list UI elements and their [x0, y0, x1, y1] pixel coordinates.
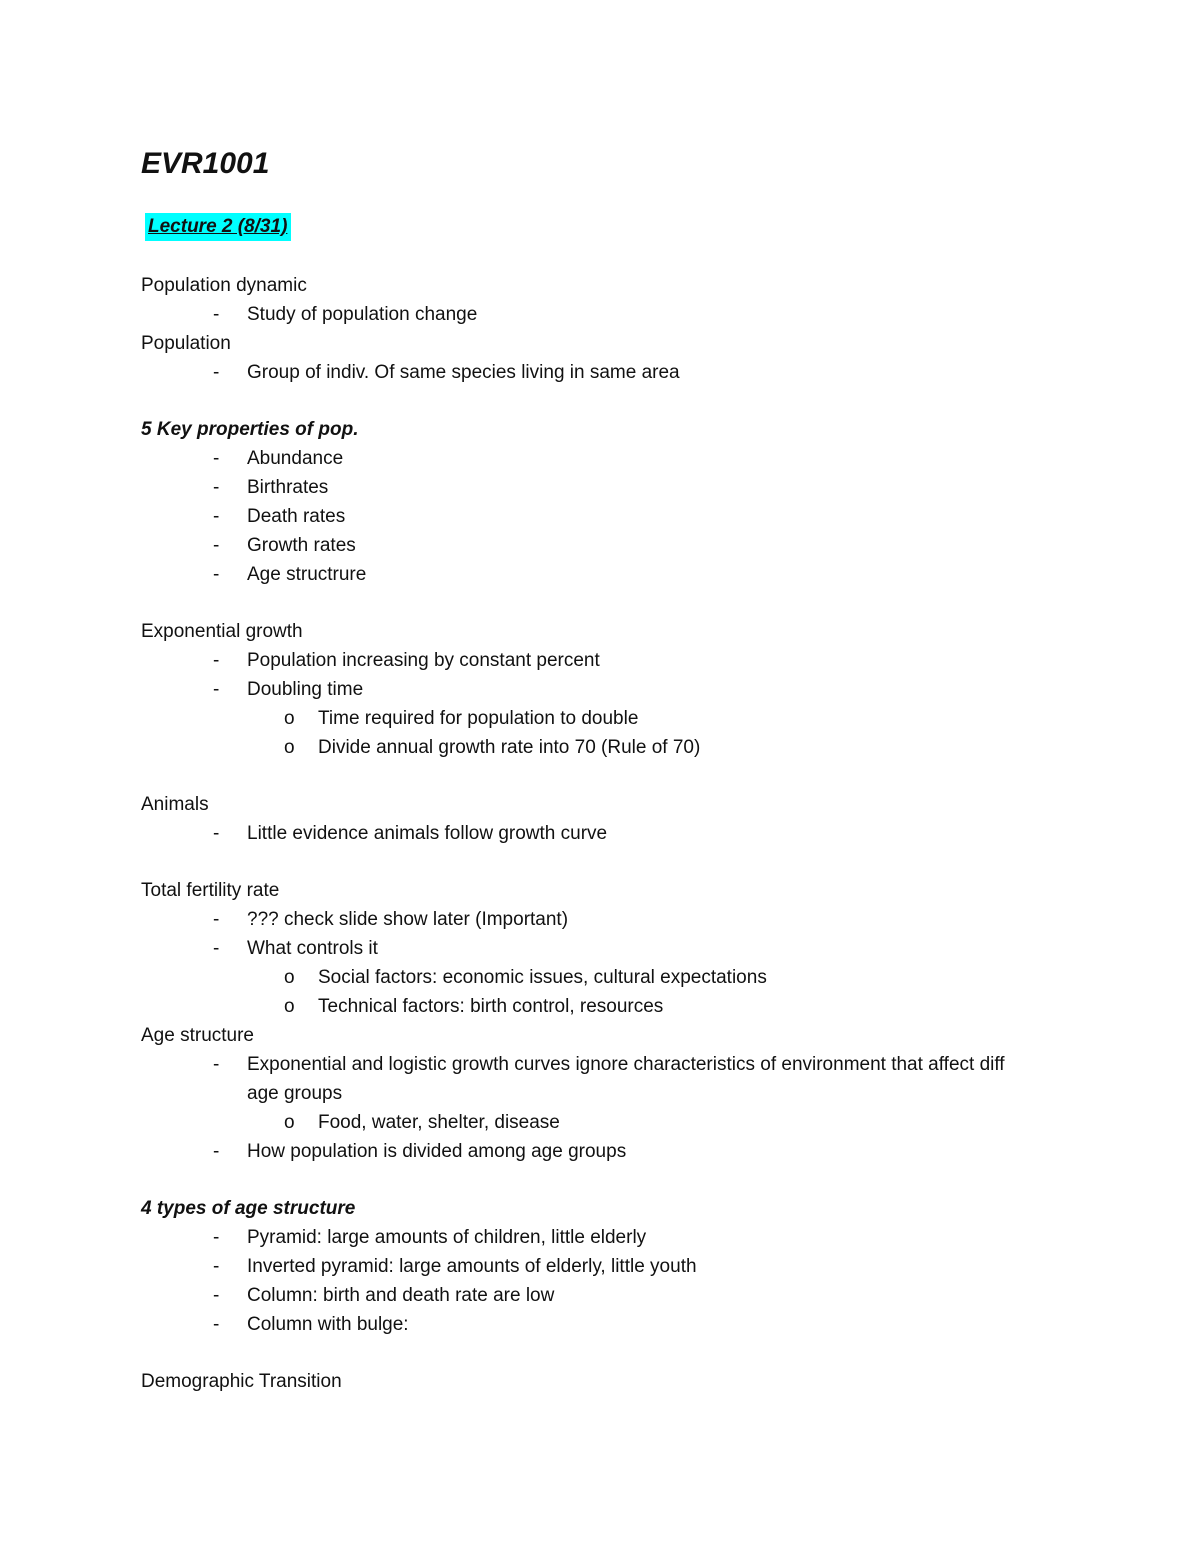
circle-bullet: o	[284, 708, 295, 729]
list-item-text: Pyramid: large amounts of children, little elderly	[247, 1227, 647, 1248]
list-item	[141, 1252, 1101, 1281]
dash-bullet: -	[213, 1285, 220, 1306]
list-item-text: Study of population change	[247, 304, 478, 325]
list-item	[141, 300, 1101, 329]
list-item-text: Birthrates	[247, 477, 329, 498]
dash-bullet: -	[213, 304, 220, 325]
list-item	[141, 560, 1101, 589]
list-item-text: Population increasing by constant percent	[247, 650, 600, 671]
section-heading: 4 types of age structure	[141, 1198, 356, 1219]
sub-list-item	[141, 1108, 1101, 1137]
blank-line	[141, 1166, 1101, 1194]
list-item	[141, 444, 1101, 473]
sub-list-item-text: Time required for population to double	[318, 708, 639, 729]
dash-bullet: -	[213, 679, 220, 700]
section-heading: Population	[141, 333, 231, 354]
dash-bullet: -	[213, 1314, 220, 1335]
list-item-text: Little evidence animals follow growth curve	[247, 823, 608, 844]
list-item-text: Column: birth and death rate are low	[247, 1285, 555, 1306]
list-item	[141, 905, 1101, 934]
dash-bullet: -	[213, 448, 220, 469]
sub-list-item-text: Divide annual growth rate into 70 (Rule of 70)	[318, 737, 701, 758]
list-item	[141, 473, 1101, 502]
list-item	[141, 1137, 1101, 1166]
dash-bullet: -	[213, 564, 220, 585]
list-item	[141, 646, 1101, 675]
dash-bullet: -	[213, 823, 220, 844]
circle-bullet: o	[284, 737, 295, 758]
circle-bullet: o	[284, 967, 295, 988]
list-item-text: Death rates	[247, 506, 346, 527]
list-item-text: Group of indiv. Of same species living in same area	[247, 362, 680, 383]
section-heading: Exponential growth	[141, 621, 303, 642]
blank-line	[141, 1339, 1101, 1367]
dash-bullet: -	[213, 938, 220, 959]
dash-bullet: -	[213, 1141, 220, 1162]
list-item	[141, 934, 1101, 963]
sub-list-item	[141, 704, 1101, 733]
section-heading: Age structure	[141, 1025, 254, 1046]
blank-line	[141, 848, 1101, 876]
list-item	[141, 531, 1101, 560]
section-heading: Population dynamic	[141, 275, 307, 296]
blank-line	[141, 762, 1101, 790]
dash-bullet: -	[213, 535, 220, 556]
sub-list-item-text: Technical factors: birth control, resources	[318, 996, 664, 1017]
list-item	[141, 1050, 1037, 1108]
list-item	[141, 819, 1101, 848]
list-item-text: How population is divided among age groups	[247, 1141, 627, 1162]
list-item-text: Column with bulge:	[247, 1314, 409, 1335]
circle-bullet: o	[284, 1112, 295, 1133]
list-item	[141, 1281, 1101, 1310]
list-item-text: Abundance	[247, 448, 344, 469]
list-item	[141, 1223, 1101, 1252]
list-item	[141, 675, 1101, 704]
dash-bullet: -	[213, 1054, 220, 1075]
list-item	[141, 502, 1101, 531]
sub-list-item	[141, 733, 1101, 762]
section-heading: Total fertility rate	[141, 880, 280, 901]
sub-list-item-text: Food, water, shelter, disease	[318, 1112, 560, 1133]
list-item-text: Inverted pyramid: large amounts of elderly, little youth	[247, 1256, 697, 1277]
list-item-text: What controls it	[247, 938, 378, 959]
lecture-heading: Lecture 2 (8/31)	[145, 213, 291, 241]
section-heading: Animals	[141, 794, 209, 815]
list-item-text: Exponential and logistic growth curves ignore characteristics of environment that affect diff age groups	[247, 1054, 1005, 1104]
sub-list-item	[141, 992, 1101, 1021]
dash-bullet: -	[213, 1227, 220, 1248]
list-item-text: Age structrure	[247, 564, 367, 585]
dash-bullet: -	[213, 477, 220, 498]
list-item	[141, 358, 1101, 387]
notes-body	[141, 271, 1101, 1396]
blank-line	[141, 589, 1101, 617]
sub-list-item-text: Social factors: economic issues, cultural expectations	[318, 967, 767, 988]
list-item-text: Growth rates	[247, 535, 356, 556]
list-item-text: Doubling time	[247, 679, 364, 700]
list-item-text: ??? check slide show later (Important)	[247, 909, 569, 930]
dash-bullet: -	[213, 362, 220, 383]
list-item	[141, 1310, 1101, 1339]
circle-bullet: o	[284, 996, 295, 1017]
dash-bullet: -	[213, 1256, 220, 1277]
blank-line	[141, 387, 1101, 415]
sub-list-item	[141, 963, 1101, 992]
document-page	[141, 0, 1101, 1553]
section-heading: 5 Key properties of pop.	[141, 419, 359, 440]
dash-bullet: -	[213, 506, 220, 527]
dash-bullet: -	[213, 909, 220, 930]
course-title: EVR1001	[141, 147, 270, 180]
section-heading: Demographic Transition	[141, 1371, 342, 1392]
dash-bullet: -	[213, 650, 220, 671]
